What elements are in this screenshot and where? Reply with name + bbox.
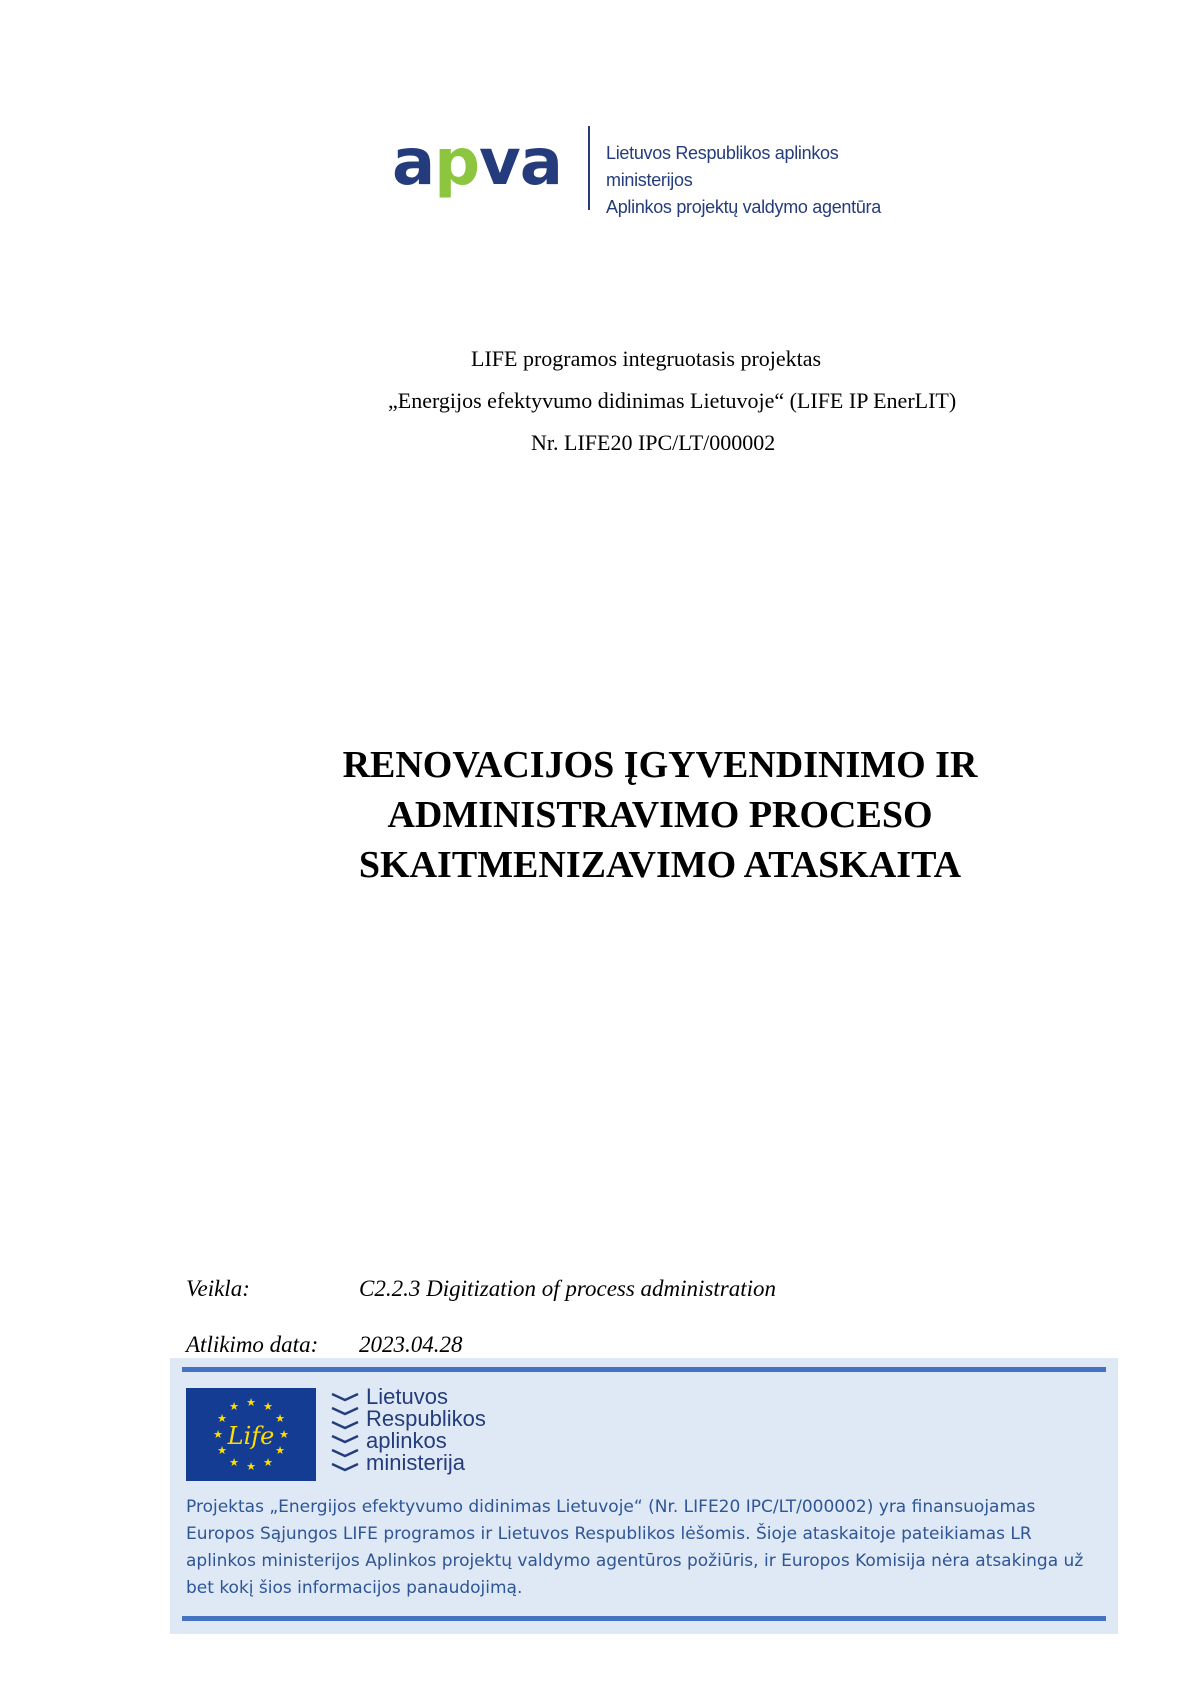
svg-text:★: ★	[229, 1400, 239, 1413]
svg-text:★: ★	[217, 1444, 227, 1457]
title-line-3: SKAITMENIZAVIMO ATASKAITA	[358, 844, 962, 886]
funding-top-rule	[182, 1367, 1106, 1372]
date-value: 2023.04.28	[359, 1332, 463, 1357]
svg-text:★: ★	[275, 1444, 285, 1457]
logo-divider	[588, 126, 590, 210]
logo-letters-a: a	[392, 126, 435, 200]
svg-text:★: ★	[229, 1456, 239, 1469]
svg-text:★: ★	[279, 1428, 289, 1441]
svg-text:★: ★	[213, 1428, 223, 1441]
apva-logo	[392, 126, 892, 216]
activity-value: C2.2.3 Digitization of process administration	[359, 1276, 777, 1301]
funding-disclaimer: Projektas „Energijos efektyvumo didinimas Lietuvoje“ (Nr. LIFE20 IPC/LT/000002) yra finansuojamas Europos Sąjungos LIFE programos ir Lietuvos Respublikos lėšomis. Šioje ataskaitoje pateikiamas LR aplinkos ministerijos Aplinkos projektų valdymo agentūros požiūris, ir Europos Komisija nėra atsakinga už bet kokį šios informacijos panaudojimą.	[186, 1497, 1084, 1598]
eu-stars-icon	[186, 1388, 316, 1481]
funding-bottom-rule	[182, 1616, 1106, 1621]
project-line-1: LIFE programos integruotasis projektas	[471, 346, 822, 371]
date-label: Atlikimo data:	[186, 1332, 319, 1357]
ministry-name	[366, 1386, 486, 1474]
ministry-emblem-icon	[328, 1388, 362, 1480]
logo-letters-va: va	[479, 126, 562, 200]
svg-text:★: ★	[275, 1412, 285, 1425]
logo-org-line1: Lietuvos Respublikos aplinkos ministerijos	[606, 143, 839, 190]
svg-text:★: ★	[263, 1456, 273, 1469]
document-title	[200, 740, 1120, 890]
svg-text:★: ★	[263, 1400, 273, 1413]
project-number: Nr. LIFE20 IPC/LT/000002	[531, 430, 776, 455]
svg-text:★: ★	[217, 1412, 227, 1425]
ministry-line-3: aplinkos	[366, 1428, 447, 1453]
title-line-2: ADMINISTRAVIMO PROCESO	[387, 794, 933, 836]
activity-label: Veikla:	[186, 1276, 250, 1301]
life-logo-text: Life	[227, 1422, 275, 1450]
ministry-line-2: Respublikos	[366, 1406, 486, 1431]
svg-text:★: ★	[246, 1396, 256, 1409]
logo-org-name	[606, 140, 892, 221]
svg-text:★: ★	[246, 1460, 256, 1473]
ministry-line-4: ministerija	[366, 1450, 466, 1475]
eu-life-logo	[186, 1388, 316, 1481]
apva-logo-wordmark	[392, 128, 562, 198]
project-line-2: „Energijos efektyvumo didinimas Lietuvoje“ (LIFE IP EnerLIT)	[388, 388, 957, 413]
title-line-1: RENOVACIJOS ĮGYVENDINIMO IR	[342, 744, 978, 786]
ministry-line-1: Lietuvos	[366, 1384, 448, 1409]
logo-letter-p: p	[434, 126, 479, 200]
logo-org-line2: Aplinkos projektų valdymo agentūra	[606, 197, 881, 217]
funding-box	[170, 1358, 1118, 1634]
